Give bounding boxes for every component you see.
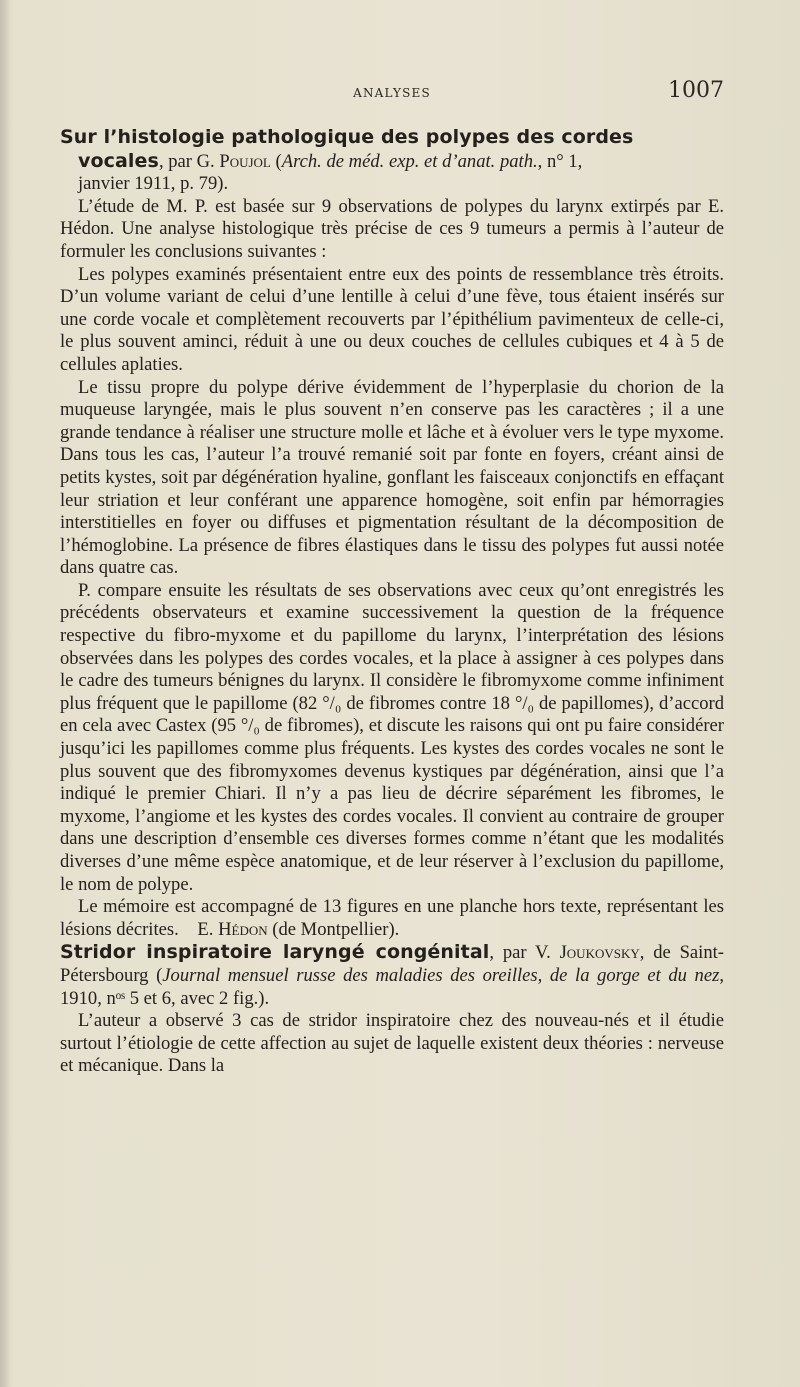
article-1-closing-paragraph: [60, 896, 724, 941]
article-2-author: Joukovsky: [559, 942, 640, 964]
article-1-byline-par: , par G.: [158, 150, 220, 172]
article-1-citation-open: (: [270, 150, 282, 172]
article-1-paragraph: Les polypes examinés présentaient entre eux des points de ressemblance très étroits. D’un volume variant de celui d’une lentille à celui d’une fève, tous étaient insérés sur une corde vocale et complètement recouverts par l’épithélium pavimenteux de celle-ci, le plus souvent aminci, réduit à une ou deux couches de cellules cubiques et 4 à 5 de cellules aplaties.: [60, 263, 724, 375]
running-head-title: ANALYSES: [353, 86, 431, 100]
article-1-journal: Arch. de méd. exp. et d’anat. path.: [281, 150, 538, 172]
article-1-title-cont: vocales: [78, 149, 159, 172]
article-1-heading: [60, 126, 724, 196]
article-2-title: Stridor inspiratoire laryngé congénital: [60, 941, 490, 964]
article-1-author: Poujol: [219, 150, 271, 172]
running-head: [60, 78, 724, 110]
article-1-paragraph: L’étude de M. P. est basée sur 9 observations de polypes du larynx extirpés par E. Hédon. Une analyse histologique très précise de ces 9 tumeurs a permis à l’auteur de formuler les conclusions suivantes :: [60, 195, 724, 262]
article-2-heading: [60, 941, 724, 1010]
signature-name: Hédon: [218, 918, 268, 940]
article-1-citation-date: janvier 1911, p. 79).: [78, 173, 229, 195]
body-text: [60, 126, 724, 1078]
article-2-byline-rest: , de Saint-Pétersbourg (: [60, 942, 724, 986]
article-2-journal: Journal mensuel russe des maladies des oreilles, de la gorge et du nez: [162, 964, 720, 986]
article-2-paragraph: L’auteur a observé 3 cas de stridor inspiratoire chez des nouveau-nés et il étudie surtout l’étiologie de cette affection au sujet de laquelle existent deux théories : nerveuse et mécanique. Dans la: [60, 1010, 724, 1077]
article-2-byline-par: , par V.: [489, 942, 560, 964]
article-1-paragraph: P. compare ensuite les résultats de ses observations avec ceux qu’ont enregistrés les précédents observateurs et examine successivement la question de la fréquence respective du fibro-myxome et du papillome du larynx, l’interprétation des lésions observées dans les polypes des cordes vocales, et la place à assigner à ces polypes dans le cadre des tumeurs bénignes du larynx. Il considère le fibromyxome comme infiniment plus fréquent que le papillome (82 °/₀ de fibromes contre 18 °/₀ de papillomes), d’accord en cela avec Castex (95 °/₀ de fibromes), et discute les raisons qui ont pu faire considérer jusqu’ici les papillomes comme plus fréquents. Les kystes des cordes vocales ne sont le plus souvent que des fibromyxomes devenus kystiques par dégénération, ainsi que l’a indiqué le premier Chiari. Il n’y a pas lieu de décrire séparément les fibromes, le myxome, l’angiome et les kystes des cordes vocales. Il convient au contraire de grouper dans une description d’ensemble ces diverses formes comme n’étant que les modalités diverses d’une même espèce anatomique, et de leur réserver à l’exclusion du papillome, le nom de polype.: [60, 579, 724, 895]
article-2-citation: , 1910, nᵒˢ 5 et 6, avec 2 fig.).: [60, 964, 724, 1009]
article-1-title: Sur l’histologie pathologique des polypes des cordes: [60, 126, 634, 148]
article-1-paragraph: Le tissu propre du polype dérive évidemment de l’hyperplasie du chorion de la muqueuse laryngée, mais le plus souvent n’en conserve pas les caractères ; il a une grande tendance à réaliser une structure molle et lâche et à évoluer vers le type myxome. Dans tous les cas, l’auteur l’a trouvé remanié soit par fonte en foyers, créant ainsi de petits kystes, soit par dégénération hyaline, gonflant les faisceaux conjonctifs en effaçant leur striation et leur conférant une apparence homogène, soit enfin par hémorragies interstitielles en foyer ou diffuses et pigmentation résultant de la décomposition de l’hémoglobine. La présence de fibres élastiques dans le tissu des polypes fut aussi notée dans quatre cas.: [60, 376, 724, 579]
page-number: 1007: [668, 78, 724, 103]
article-1-citation-issue: , n° 1,: [537, 150, 583, 172]
page-gutter-shadow: [0, 0, 10, 1387]
signature-place: (de Montpellier).: [267, 918, 400, 940]
signature-initial: E.: [197, 918, 219, 940]
article-1-final-paragraph: Le mémoire est accompagné de 13 figures en une planche hors texte, représentant les lésions décrites.: [60, 896, 724, 940]
